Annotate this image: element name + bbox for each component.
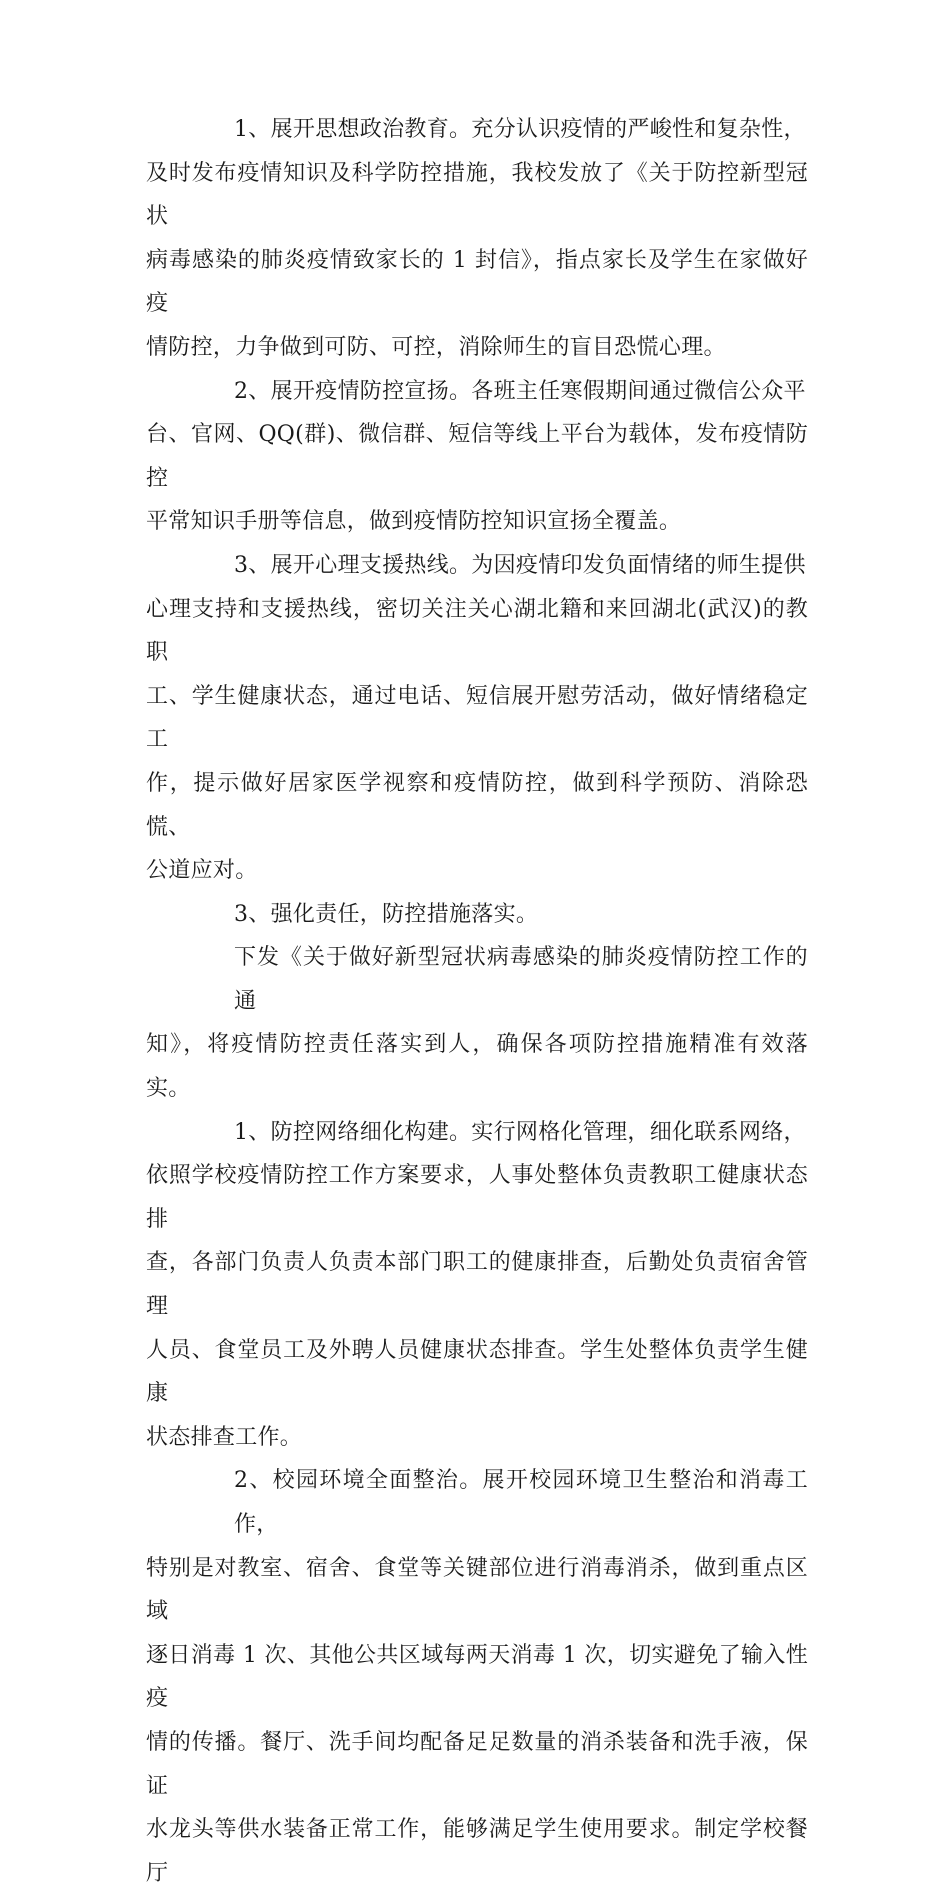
text-line: 病毒感染的肺炎疫情致家长的 1 封信》，指点家长及学生在家做好疫 [146, 247, 808, 317]
text-line: 人员、食堂员工及外聘人员健康状态排查。学生处整体负责学生健康 [146, 1337, 808, 1407]
text-line: 2、展开疫情防控宣扬。各班主任寒假期间通过微信公众平 [234, 378, 806, 404]
paragraph-campus-environment [146, 1459, 808, 1895]
text-line: 知》，将疫情防控责任落实到人，确保各项防控措施精准有效落 实。 [146, 1032, 808, 1102]
text-line: 台、官网、QQ(群)、微信群、短信等线上平台为载体，发布疫情防控 [146, 422, 808, 491]
text-line: 公道应对。 [146, 858, 258, 884]
text-line: 查，各部门负责人负责本部门职工的健康排查，后勤处负责宿舍管理 [146, 1250, 808, 1320]
text-line: 情的传播。餐厅、洗手间均配备足足数量的消杀装备和洗手液，保证 [146, 1729, 808, 1799]
text-line: 情防控，力争做到可防、可控，消除师生的盲目恐慌心理。 [146, 334, 726, 360]
section-heading-responsibility [146, 893, 808, 937]
text-line: 依照学校疫情防控工作方案要求，人事处整体负责教职工健康状态排 [146, 1163, 808, 1232]
paragraph-epidemic-publicity [146, 370, 808, 544]
paragraph-notice-issued [146, 936, 808, 1110]
text-line: 2、校园环境全面整治。展开校园环境卫生整治和消毒工作， [234, 1468, 808, 1537]
text-line: 1、展开思想政治教育。充分认识疫情的严峻性和复杂性， [234, 117, 806, 142]
text-line: 水龙头等供水装备正常工作，能够满足学生使用要求。制定学校餐厅 [146, 1817, 808, 1886]
text-line: 3、展开心理支援热线。为因疫情印发负面情绪的师生提供 [234, 552, 806, 578]
text-line: 3、强化责任，防控措施落实。 [234, 901, 539, 927]
text-line: 平常知识手册等信息，做到疫情防控知识宣扬全覆盖。 [146, 509, 682, 535]
text-line: 下发《关于做好新型冠状病毒感染的肺炎疫情防控工作的通 [234, 945, 808, 1014]
text-line: 及时发布疫情知识及科学防控措施，我校发放了《关于防控新型冠状 [146, 160, 808, 230]
paragraph-ideological-education [146, 108, 808, 370]
text-line: 心理支持和支援热线，密切关注关心湖北籍和来回湖北(武汉)的教职 [146, 596, 808, 666]
text-line: 特别是对教室、宿舍、食堂等关键部位进行消毒消杀，做到重点区域 [146, 1555, 808, 1625]
paragraph-psychological-hotline [146, 544, 808, 893]
text-line: 工、学生健康状态，通过电话、短信展开慰劳活动，做好情绪稳定工 [146, 683, 808, 753]
paragraph-network-construction [146, 1111, 808, 1460]
text-line: 逐日消毒 1 次、其他公共区域每两天消毒 1 次，切实避免了输入性疫 [146, 1642, 808, 1712]
document-body [146, 108, 808, 1895]
text-line: 1、防控网络细化构建。实行网格化管理，细化联系网络， [234, 1119, 806, 1145]
text-line: 作，提示做好居家医学视察和疫情防控，做到科学预防、消除恐慌、 [146, 770, 808, 840]
text-line: 状态排查工作。 [146, 1424, 303, 1450]
